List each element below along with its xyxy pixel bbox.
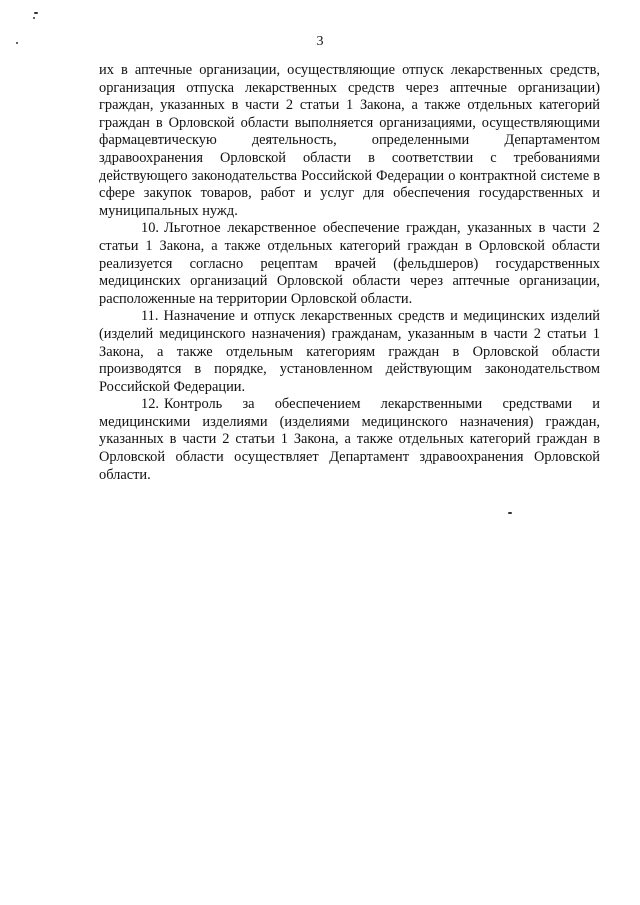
- paragraph-text: их в аптечные организации, осуществляющие отпуск лекарственных средств, организация отпуска лекарственных средств через аптечные организации) граждан, указанных в части 2 статьи 1 Закона, а также отдельных категорий граждан в Орловской области выполняется организациями, осуществляющими фармацевтическую деятельность, определенными Департаментом здравоохранения Орловской области в соответствии с требованиями действующего законодательства Российской Федерации о контрактной системе в сфере закупок товаров, работ и услуг для обеспечения государственных и муниципальных нужд.: [99, 62, 600, 219]
- paragraph-11: [99, 308, 600, 396]
- paragraph-number: 10.: [141, 220, 159, 237]
- paragraph-continuation: [99, 62, 600, 220]
- page-number: 3: [316, 34, 324, 49]
- paragraph-12: [99, 396, 600, 484]
- scan-speck: [33, 17, 35, 19]
- paragraph-text: Контроль за обеспечением лекарственными средствами и медицинскими изделиями (изделиями медицинского назначения) граждан, указанных в части 2 статьи 1 Закона, а также отдельных категорий граждан в Орловской области осуществляет Департамент здравоохранения Орловской области.: [99, 396, 600, 483]
- document-body: [99, 62, 600, 484]
- paragraph-10: [99, 220, 600, 308]
- scan-speck: [34, 12, 38, 14]
- paragraph-number: 12.: [141, 396, 159, 413]
- paragraph-number: 11.: [141, 308, 159, 325]
- paragraph-text: Назначение и отпуск лекарственных средств и медицинских изделий (изделий медицинского назначения) гражданам, указанным в части 2 статьи 1 Закона, а также отдельным категориям граждан в Орловской области производятся в порядке, установленном действующим законодательством Российской Федерации.: [99, 308, 600, 395]
- paragraph-text: Льготное лекарственное обеспечение граждан, указанных в части 2 статьи 1 Закона, а также отдельных категорий граждан в Орловской области реализуется согласно рецептам врачей (фельдшеров) государственных медицинских организаций Орловской области через аптечные организации, расположенные на территории Орловской области.: [99, 220, 600, 307]
- scan-speck: [508, 512, 512, 514]
